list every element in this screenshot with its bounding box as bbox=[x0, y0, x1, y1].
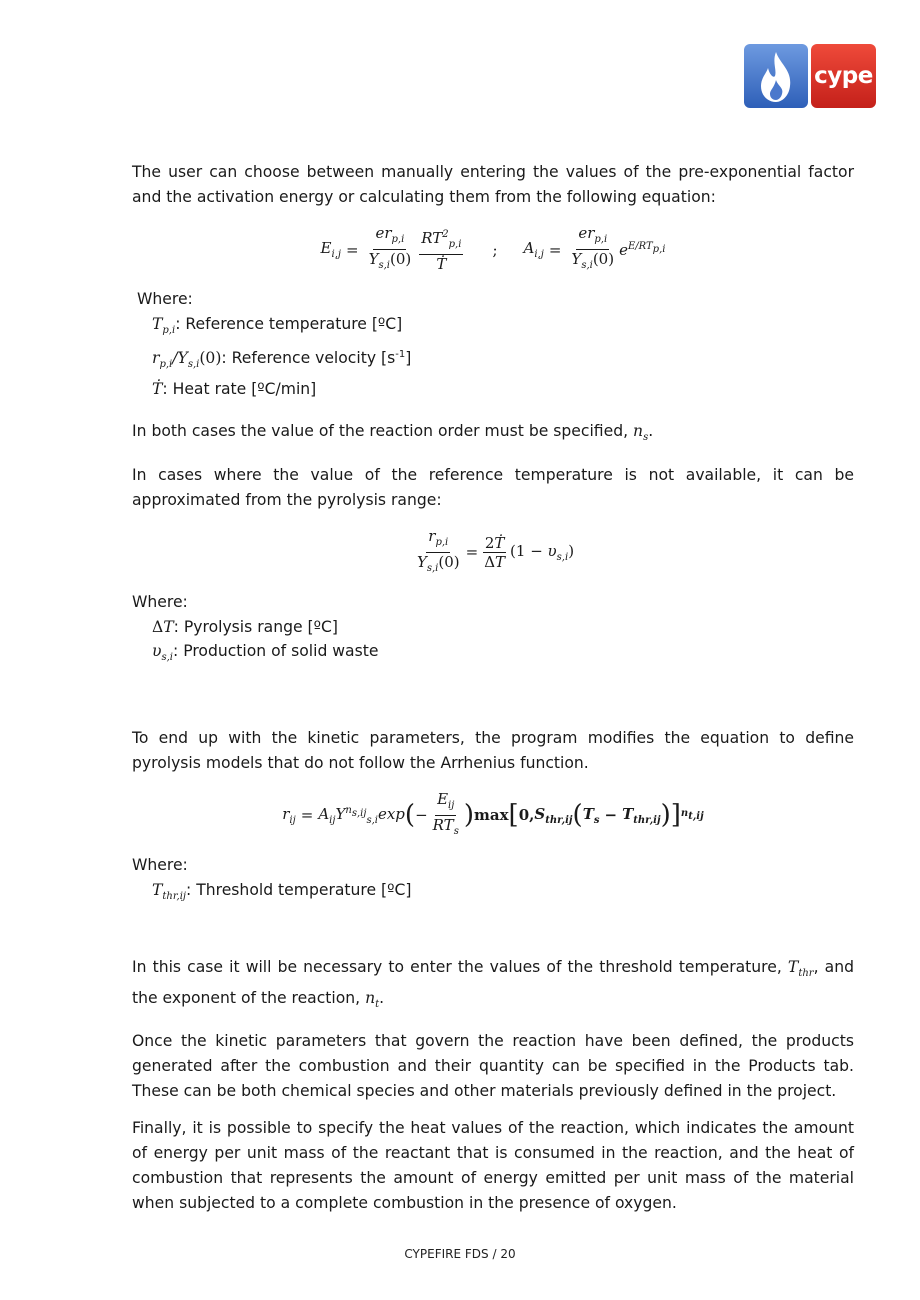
flame-icon bbox=[744, 44, 808, 108]
page-content bbox=[132, 160, 854, 1216]
where-item-solid-waste: $\upsilon_{s,i}$: Production of solid waste bbox=[152, 641, 379, 663]
paragraph-reference-temperature: In cases where the value of the reference temperature is not available, it can be approximated from the pyrolysis range: bbox=[132, 465, 854, 509]
where-label: Where: bbox=[137, 290, 193, 308]
paragraph-heat-values: Finally, it is possible to specify the heat values of the reaction, which indicates the amount of energy per unit mass of the reactant that is consumed in the reaction, and the heat of combustion that represents the amount of energy emitted per unit mass of the material when subjected to a complete combustion in the presence of oxygen. bbox=[132, 1118, 854, 1212]
where-list-3 bbox=[132, 853, 854, 909]
where-item-heat-rate: Ṫ: Heat rate [ºC/min] bbox=[152, 380, 317, 399]
where-list-1 bbox=[132, 287, 854, 401]
where-label: Where: bbox=[132, 855, 188, 874]
equation-reaction-rate: $r_{ij}$ = $A_{ij}Y^{n_{s,ij}}_{s,i}\exp$ ( − $\frac{E_{ij}}{RT_s}$ ) max [ 0, $S_{thr,ij}$ ( $T_s$ − $T_{thr,ij}$ ) ] $n_{t,ij}$ bbox=[282, 789, 704, 837]
equation-activation-energy: $E_{i,j}$ = $\frac{er_{p,i}}{Y_{s,i}(0)}$ $\frac{RT^2_{p,i}}{\text{Ṫ}}$ ; $A_{i,j}$ = $\frac{er_{p,i}}{Y_{s,i}(0)}$ $e^{E/RT_{p,i}}$ bbox=[320, 224, 666, 273]
cype-logo bbox=[744, 44, 876, 110]
where-item-reference-temperature: $T_{p,i}$: Reference temperature [ºC] bbox=[152, 315, 403, 337]
where-list-2 bbox=[132, 590, 854, 670]
paragraph-products: Once the kinetic parameters that govern the reaction have been defined, the products generated after the combustion and their quantity can be specified in the Products tab. These can be both chemical species and other materials previously defined in the project. bbox=[132, 1031, 854, 1100]
page-footer: CYPEFIRE FDS / 20 bbox=[404, 1247, 516, 1261]
paragraph-kinetic-parameters: To end up with the kinetic parameters, the program modifies the equation to define pyrolysis models that do not follow the Arrhenius function. bbox=[132, 728, 854, 772]
where-item-pyrolysis-range: ΔT: Pyrolysis range [ºC] bbox=[152, 617, 338, 636]
where-label: Where: bbox=[132, 592, 188, 611]
equation-pyrolysis-range: $\frac{r_{p,i}}{Y_{s,i}(0)}$ = $\frac{\text{2Ṫ}}{\Delta T}$ $(1 - \upsilon_{s,i})$ bbox=[416, 526, 575, 574]
paragraph-reaction-order: In both cases the value of the reaction order must be specified, $n_s$. bbox=[132, 422, 654, 444]
where-item-reference-velocity: $r_{p,i}/Y_{s,i}(0)$: Reference velocity $[s^{-1}]$ bbox=[152, 349, 412, 371]
paragraph-threshold: In this case it will be necessary to enter the values of the threshold temperature, $T_{thr}$, and the exponent of the reaction, $n_t$. bbox=[132, 957, 854, 1010]
cype-wordmark: cype bbox=[811, 44, 876, 108]
paragraph-intro: The user can choose between manually entering the values of the pre-exponential factor and the activation energy or calculating them from the following equation: bbox=[132, 163, 854, 206]
where-item-threshold-temperature: $T_{thr,ij}$: Threshold temperature [ºC] bbox=[152, 880, 412, 902]
